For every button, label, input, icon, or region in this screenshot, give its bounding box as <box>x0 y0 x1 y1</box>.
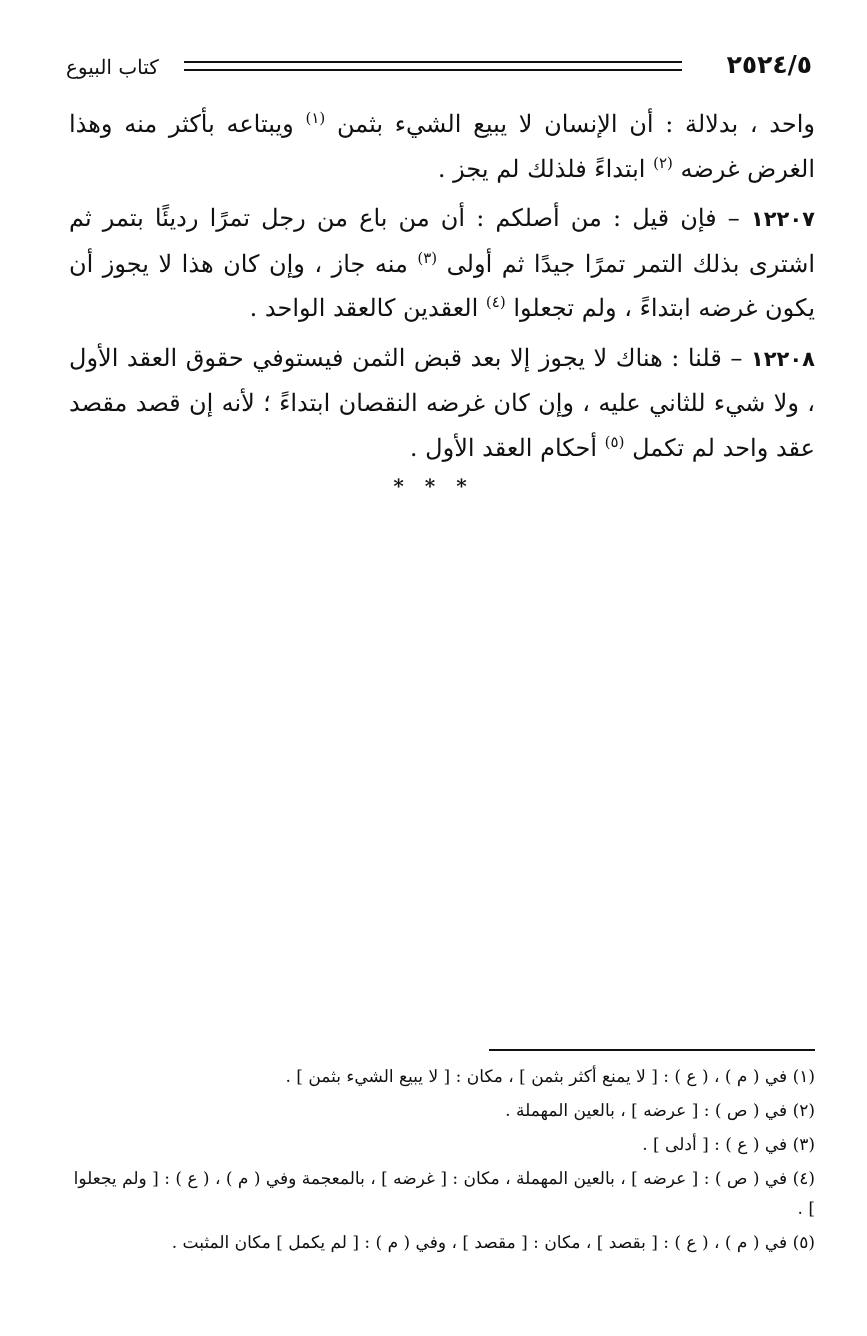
paragraph-1 <box>69 102 815 191</box>
footnote-2: (٢) في ( ص ) : [ عرضه ] ، بالعين المهملة . <box>505 1101 815 1121</box>
section-separator: * * * <box>393 474 474 498</box>
footnote-ref[interactable]: (٣) <box>417 248 438 267</box>
footnote-5: (٥) في ( م ) ، ( ع ) : [ بقصد ] ، مكان : [ مقصد ] ، وفي ( م ) : [ لم يكمل ] مكان المثبت . <box>171 1233 815 1253</box>
footnote-4: (٤) في ( ص ) : [ عرضه ] ، بالعين المهملة ، مكان : [ غرضه ] ، بالمعجمة وفي ( م ) ، ( ع ) : [ ولم يجعلوا ] . <box>73 1169 815 1219</box>
paragraph-text: ويبتاعه بأكثر منه وهذا الغرض غرضه <box>69 110 815 183</box>
paragraph-text: واحد ، بدلالة : أن الإنسان لا يبيع الشيء بثمن <box>336 110 815 138</box>
paragraph-text: – قلنا : هناك لا يجوز إلا بعد قبض الثمن فيستوفي حقوق العقد الأول ، ولا شيء للثاني عليه ، وإن كان غرضه النقصان ابتداءً ؛ لأنه إن قصد مقصد عقد واحد لم تكمل <box>69 343 815 462</box>
footnote-ref[interactable]: (١) <box>305 109 326 127</box>
paragraph-text: أحكام العقد الأول . <box>409 433 598 462</box>
paragraph-number: ١٢٢٠٨ <box>750 346 815 371</box>
footnote-rule <box>489 1049 815 1051</box>
paragraph-text: العقدين كالعقد الواحد . <box>249 294 479 322</box>
footnote-ref[interactable]: (٤) <box>485 293 506 311</box>
page-number: ٢٥٢٤/٥ <box>726 50 812 79</box>
footnote-1: (١) في ( م ) ، ( ع ) : [ لا يمنع أكثر بثمن ] ، مكان : [ لا يبيع الشيء بثمن ] . <box>285 1067 815 1087</box>
paragraph-12208 <box>69 336 815 471</box>
paragraph-12207 <box>69 196 815 331</box>
paragraph-text: منه جاز ، وإن كان هذا لا يجوز أن يكون غرضه ابتداءً ، ولم تجعلوا <box>69 249 815 322</box>
book-title: كتاب البيوع <box>66 55 159 79</box>
page-header <box>66 50 812 84</box>
main-text <box>69 102 815 475</box>
footnote-3: (٣) في ( ع ) : [ أدلى ] . <box>642 1135 815 1155</box>
paragraph-text: – فإن قيل : من أصلكم : أن من باع من رجل تمرًا رديئًا بتمر ثم اشترى بذلك التمر تمرًا جيدًا ثم أولى <box>69 204 815 278</box>
paragraph-text: ابتداءً فلذلك لم يجز . <box>437 154 646 183</box>
paragraph-number: ١٢٢٠٧ <box>750 207 815 231</box>
header-rule <box>184 61 682 71</box>
footnote-ref[interactable]: (٢) <box>653 153 673 172</box>
footnote-ref[interactable]: (٥) <box>604 432 625 451</box>
footnotes <box>69 1062 815 1262</box>
